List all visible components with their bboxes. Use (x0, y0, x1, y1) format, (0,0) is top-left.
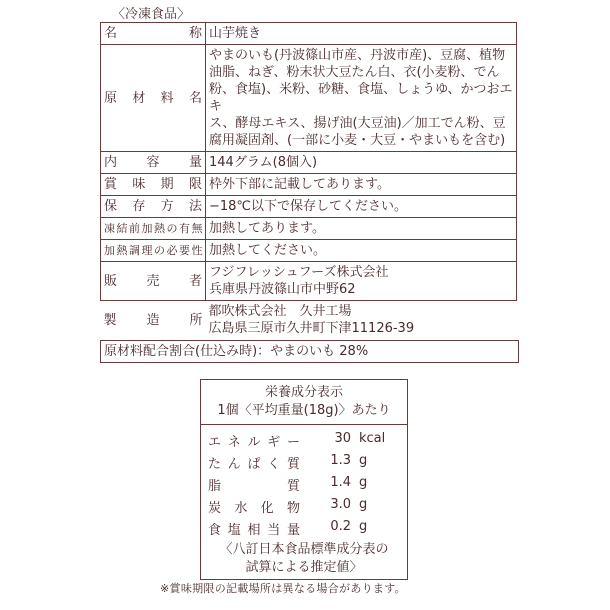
seller-key: 販売者 (104, 273, 202, 289)
nutrient-name: エネルギー (208, 435, 300, 450)
seller-address: 兵庫県丹波篠山市中野62 (209, 282, 356, 297)
ingredients-line: 油脂、ねぎ、粉末状大豆たん白、衣(小麦粉、でん (209, 65, 500, 80)
name-row (101, 23, 517, 45)
nutrient-name: 食塩相当量 (208, 523, 300, 538)
cook-heating-row (101, 240, 517, 262)
nutrition-title: 栄養成分表示 (264, 385, 343, 400)
best-before-row (101, 174, 517, 196)
nutrition-source: 〈八訂日本食品標準成分表の (219, 542, 389, 557)
ingredient-ratio: 原材料配合割合(仕込み時)：やまのいも 28% (100, 340, 519, 363)
nutrient-name: 炭水化物 (208, 501, 300, 516)
nutrition-facts-box (200, 379, 408, 580)
nutrient-value: 3.0 (330, 497, 351, 512)
nutrient-unit: kcal (359, 431, 386, 446)
nutrient-value: 0.2 (330, 519, 351, 534)
nutrient-name: 脂質 (208, 479, 300, 494)
nutrition-source-cont: 試算による推定値〉 (245, 560, 363, 575)
best-before-note: ※賞味期限の記載場所は異なる場合があります。 (160, 582, 406, 595)
nutrient-unit: g (359, 497, 368, 512)
storage-key: 保存方法 (104, 199, 202, 214)
ingredients-row (101, 45, 517, 152)
storage-value: −18℃以下で保存してください。 (206, 196, 517, 218)
name-key: 名称 (104, 26, 202, 41)
storage-row (101, 196, 517, 218)
food-label-table (100, 22, 517, 339)
ingredients-line: ス、酵母エキス、揚げ油(大豆油)／加工でん粉、豆 (209, 116, 506, 131)
seller-name: フジフレッシュフーズ株式会社 (209, 265, 389, 280)
manufacturer-key: 製造所 (103, 312, 203, 328)
nutrition-row (201, 517, 407, 539)
nutrient-value: 1.4 (330, 475, 351, 490)
ingredients-line: やまのいも(丹波篠山市産、丹波市産)、豆腐、植物 (209, 48, 506, 63)
content-key: 内容量 (104, 155, 202, 170)
prefreeze-heating-value: 加熱してあります。 (206, 218, 517, 240)
manufacturer-name: 都吹株式会社 久井工場 (208, 304, 352, 319)
manufacturer-address: 広島県三原市久井町下津11126-39 (208, 321, 415, 336)
nutrition-row (201, 495, 407, 517)
nutrition-row (201, 473, 407, 495)
category-label: 〈冷凍食品〉 (112, 7, 191, 22)
nutrition-basis: 1個〈平均重量(18g)〉あたり (217, 403, 391, 418)
ingredients-value (206, 45, 517, 152)
prefreeze-heating-key: 凍結前加熱の有無 (104, 222, 202, 235)
ingredients-line: 粉、食塩)、米粉、砂糖、食塩、しょうゆ、かつおエキ (209, 82, 513, 114)
nutrient-unit: g (359, 475, 368, 490)
ingredients-key: 原材料名 (104, 90, 202, 106)
nutrient-unit: g (359, 453, 368, 468)
cook-heating-value: 加熱してください。 (206, 240, 517, 262)
content-row (101, 152, 517, 174)
nutrient-unit: g (359, 519, 368, 534)
cook-heating-key: 加熱調理の必要性 (104, 244, 202, 257)
nutrient-name: たんぱく質 (208, 457, 300, 472)
name-value: 山芋焼き (206, 23, 517, 45)
best-before-value: 枠外下部に記載してあります。 (206, 174, 517, 196)
best-before-key: 賞味期限 (104, 177, 202, 192)
manufacturer-row (101, 301, 517, 340)
nutrition-row (201, 429, 407, 451)
prefreeze-heating-row (101, 218, 517, 240)
ingredients-line: 腐用凝固剤、(一部に小麦・大豆・やまいもを含む) (209, 133, 506, 148)
nutrition-row (201, 451, 407, 473)
seller-row (101, 262, 517, 301)
nutrient-value: 30 (334, 431, 351, 446)
nutrient-value: 1.3 (330, 453, 351, 468)
content-value: 144グラム(8個入) (206, 152, 517, 174)
